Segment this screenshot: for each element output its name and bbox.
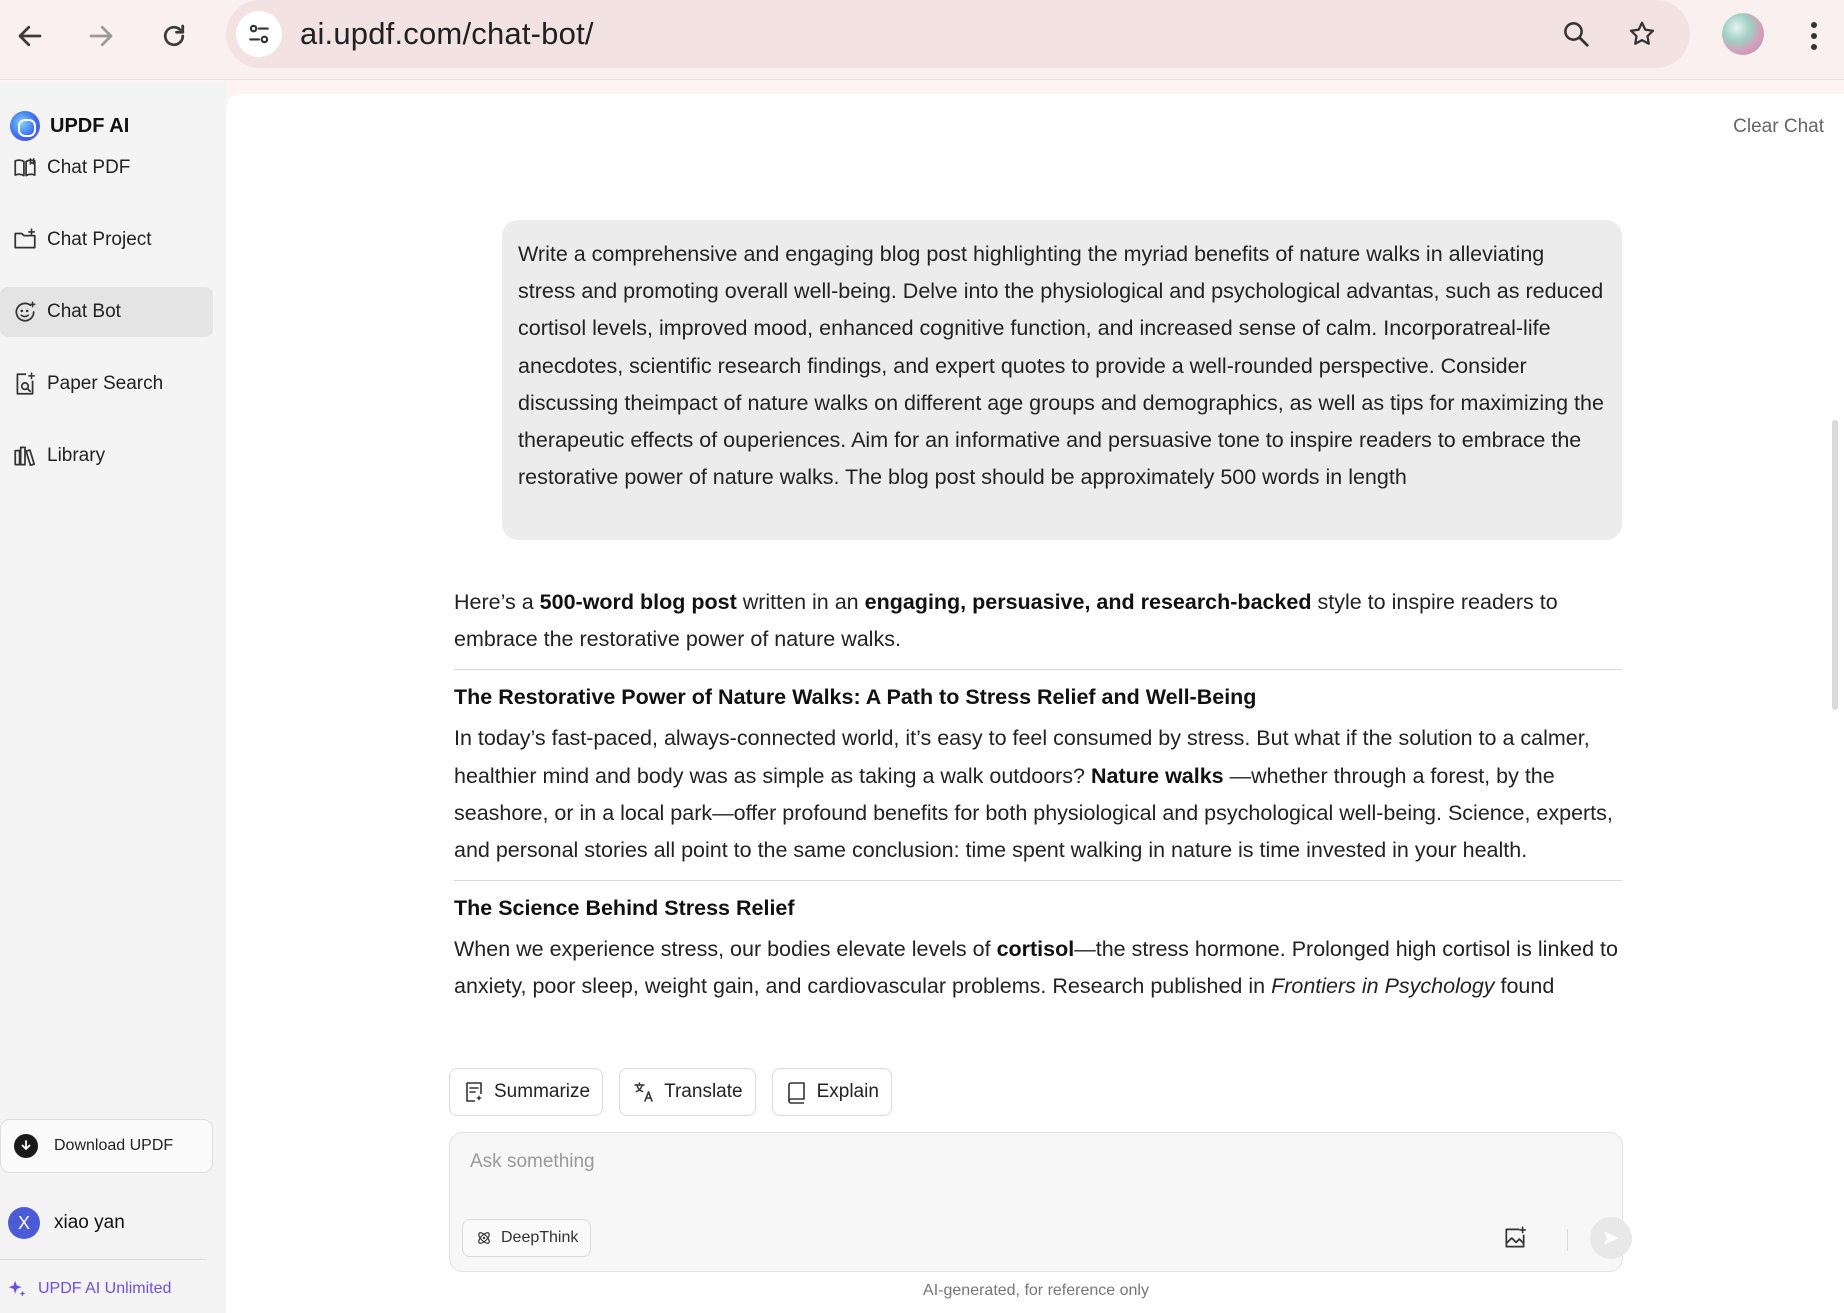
more-vertical-icon	[1810, 21, 1818, 51]
explain-button[interactable]: Explain	[772, 1068, 892, 1116]
response-heading-2: The Science Behind Stress Relief	[454, 896, 795, 921]
translate-button[interactable]: Translate	[619, 1068, 756, 1116]
sidebar-item-label: Paper Search	[47, 373, 164, 394]
ai-response	[454, 584, 1622, 1040]
library-icon	[12, 443, 38, 469]
sidebar	[0, 81, 226, 1313]
chat-composer	[449, 1132, 1623, 1272]
browser-toolbar	[0, 0, 1844, 80]
profile-avatar[interactable]	[1722, 13, 1764, 55]
sidebar-item-label: Chat Bot	[47, 301, 121, 322]
unlimited-label: UPDF AI Unlimited	[38, 1280, 172, 1297]
zoom-button[interactable]	[1556, 14, 1596, 54]
folder-icon	[12, 227, 38, 253]
paper-search-icon	[12, 371, 38, 397]
summarize-icon	[462, 1080, 486, 1104]
response-intro: Here’s a 500-word blog post written in an engaging, persuasive, and research-backed style to inspire readers to embrace the restorative power of nature walks.	[454, 590, 1558, 652]
disclaimer: AI-generated, for reference only	[923, 1282, 1149, 1299]
download-label: Download UPDF	[54, 1137, 174, 1154]
sidebar-item-label: Library	[47, 445, 106, 466]
sidebar-item-library[interactable]	[0, 431, 213, 481]
book-icon	[12, 155, 38, 181]
translate-icon	[632, 1080, 656, 1104]
bot-icon	[12, 299, 38, 325]
bookmark-button[interactable]	[1622, 14, 1662, 54]
deepthink-toggle[interactable]: DeepThink	[462, 1219, 591, 1257]
url-text[interactable]: ai.updf.com/chat-bot/	[300, 16, 594, 51]
summarize-button[interactable]: Summarize	[449, 1068, 603, 1116]
updf-logo-icon	[10, 111, 40, 141]
site-info-button[interactable]	[236, 11, 282, 57]
divider	[454, 880, 1622, 881]
sidebar-divider	[0, 1259, 206, 1260]
arrow-left-icon	[15, 21, 45, 51]
divider	[454, 669, 1622, 670]
address-bar[interactable]	[226, 0, 1690, 68]
ask-input[interactable]	[470, 1151, 1590, 1191]
send-button[interactable]	[1590, 1217, 1632, 1259]
download-icon	[14, 1134, 38, 1158]
sparkle-icon	[6, 1278, 28, 1300]
chat-panel	[226, 94, 1844, 1313]
updf-ai-unlimited-link[interactable]	[6, 1278, 171, 1300]
avatar: X	[8, 1207, 40, 1239]
sidebar-item-chat-bot[interactable]	[0, 287, 213, 337]
forward-button[interactable]	[79, 14, 123, 58]
arrow-right-icon	[86, 21, 116, 51]
user-account[interactable]	[8, 1207, 125, 1239]
clear-chat-button[interactable]: Clear Chat	[1733, 116, 1824, 137]
user-message-bubble: Write a comprehensive and engaging blog post highlighting the myriad benefits of nature walks in alleviating stress and promoting overall well-being. Delve into the physiological and psychological advantas, such as reduced cortisol levels, improved mood, enhanced cognitive function, and increased sense of calm. Incorporatreal-life anecdotes, scientific research findings, and expert quotes to provide a well-rounded perspective. Consider discussing theimpact of nature walks on different age groups and demographics, as well as tips for maximizing the therapeutic effects of ouperiences. Aim for an informative and persuasive tone to inspire readers to embrace the restorative power of nature walks. The blog post should be approximately 500 words in length	[502, 220, 1622, 540]
sidebar-item-paper-search[interactable]	[0, 359, 213, 409]
magnifier-icon	[1561, 19, 1591, 49]
reload-button[interactable]	[152, 14, 196, 58]
tune-icon	[246, 21, 272, 47]
send-icon	[1601, 1228, 1621, 1248]
sidebar-item-label: Chat Project	[47, 229, 152, 250]
sidebar-item-label: Chat PDF	[47, 157, 131, 178]
composer-separator	[1567, 1229, 1568, 1251]
sidebar-item-chat-project[interactable]	[0, 215, 213, 265]
response-paragraph-1: In today’s fast-paced, always-connected world, it’s easy to feel consumed by stress. But what if the solution to a calmer, healthier mind and body was as simple as taking a walk outdoors? Nature walks —whether through a forest, by the seashore, or in a local park—offer profound benefits for both physiological and psychological well-being. Science, experts, and personal stories all point to the same conclusion: time spent walking in nature is time invested in your health.	[454, 726, 1613, 863]
scrollbar-thumb[interactable]	[1832, 420, 1838, 710]
quick-actions	[449, 1068, 908, 1116]
brand-name: UPDF AI	[50, 114, 130, 137]
download-updf-button[interactable]	[0, 1119, 213, 1173]
atom-icon	[475, 1229, 493, 1247]
image-upload-icon	[1502, 1225, 1528, 1251]
response-paragraph-2: When we experience stress, our bodies elevate levels of cortisol—the stress hormone. Prolonged high cortisol is linked to anxiety, poor sleep, weight gain, and cardiovascular problems. Research published in Frontiers in Psychology found	[454, 937, 1618, 999]
brand[interactable]	[10, 111, 129, 141]
browser-menu-button[interactable]	[1796, 14, 1832, 58]
sidebar-item-chat-pdf[interactable]	[0, 143, 213, 193]
explain-icon	[785, 1080, 809, 1104]
back-button[interactable]	[8, 14, 52, 58]
user-name: xiao yan	[54, 1212, 125, 1233]
reload-icon	[159, 21, 189, 51]
star-icon	[1627, 19, 1657, 49]
attach-image-button[interactable]	[1500, 1223, 1530, 1253]
response-heading-1: The Restorative Power of Nature Walks: A Path to Stress Relief and Well-Being	[454, 685, 1257, 710]
